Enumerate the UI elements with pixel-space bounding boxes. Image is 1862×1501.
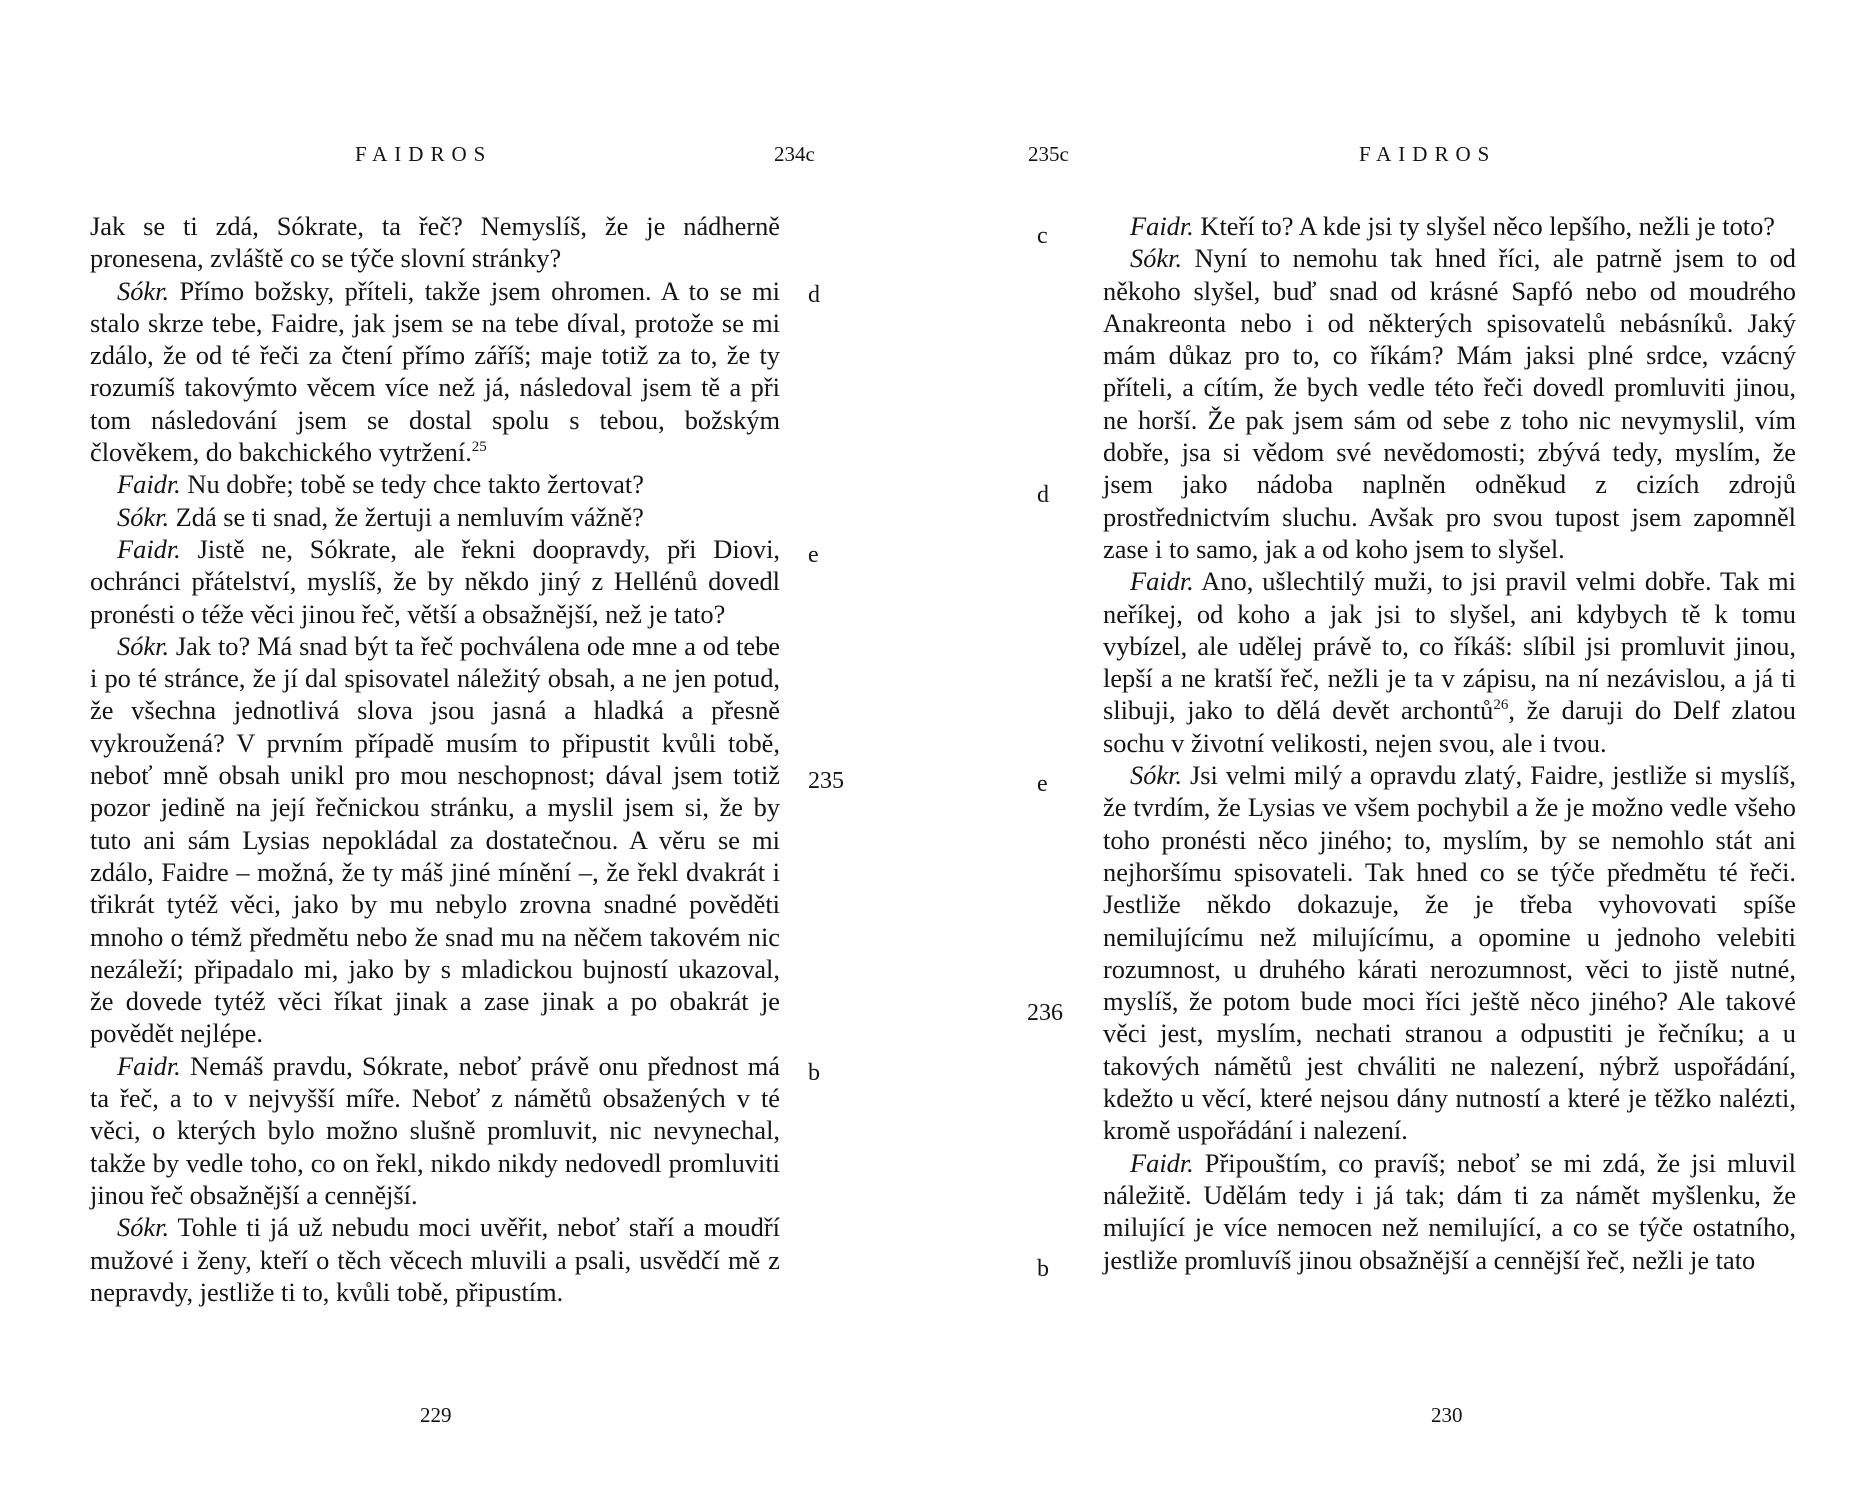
paragraph-text: Kteří to? A kde jsi ty slyšel něco lepšího, nežli je toto? bbox=[1193, 211, 1776, 241]
stephanus-marker: c bbox=[1037, 223, 1048, 249]
stephanus-marker: b bbox=[808, 1060, 820, 1086]
paragraph bbox=[90, 468, 780, 500]
speaker-label: Faidr. bbox=[117, 469, 181, 500]
speaker-label: Faidr. bbox=[117, 1050, 181, 1081]
speaker-label: Faidr. bbox=[1130, 211, 1194, 241]
footnote-marker: 26 bbox=[1493, 697, 1509, 714]
paragraph bbox=[1103, 565, 1796, 759]
running-head-reference: 235c bbox=[1028, 142, 1069, 166]
speaker-label: Sókr. bbox=[1130, 243, 1183, 274]
stephanus-marker: 236 bbox=[1027, 1000, 1063, 1026]
paragraph-text-continued: , že daruji do Delf zlatou sochu v životní velikosti, nejen svou, ale i tvou. bbox=[1103, 695, 1796, 758]
paragraph-text: Připouštím, co pravíš; neboť se mi zdá, že jsi mluvil náležitě. Udělám tedy i já tak; dám ti za námět myšlenku, že milující je více nemocen než nemilující, a co se týče ostatního, jestliže promluvíš jinou obsažnější a cennější řeč, nežli je tato bbox=[1103, 1147, 1796, 1275]
speaker-label: Faidr. bbox=[1130, 566, 1194, 597]
right-body-text bbox=[1103, 210, 1796, 1276]
paragraph bbox=[1103, 759, 1796, 1147]
paragraph bbox=[90, 210, 780, 275]
paragraph bbox=[90, 1211, 780, 1308]
paragraph bbox=[90, 275, 780, 469]
paragraph-text: Nyní to nemohu tak hned říci, ale patrně jsem to od někoho slyšel, buď snad od krásné Sapfó nebo od moudrého Anakreonta nebo i od některých spisovatelů nebásníků. Jaký mám důkaz pro to, co říkám? Mám jaksi plné srdce, vzácný příteli, a cítím, že bych vedle této řeči dovedl promluviti jinou, ne horší. Že pak jsem sám od sebe z toho nic nevymyslil, vím dobře, jsa si vědom své nevědomosti; zbývá tedy, myslím, že jsem jako nádoba naplněn odněkud z cizích zdrojů prostřednictvím sluchu. Avšak pro svou tupost jsem zapomněl zase i to samo, jak a od koho jsem to slyšel. bbox=[1103, 243, 1796, 564]
paragraph bbox=[1103, 210, 1796, 242]
stephanus-marker: b bbox=[1037, 1256, 1049, 1282]
speaker-label: Faidr. bbox=[1130, 1147, 1194, 1178]
paragraph-text: Jistě ne, Sókrate, ale řekni doopravdy, při Diovi, ochránci přátelství, myslíš, že by někdo jiný z Hellénů dovedl pronésti o téže věci jinou řeč, větší a obsažnější, než je tato? bbox=[90, 533, 780, 629]
paragraph-text: Jak se ti zdá, Sókrate, ta řeč? Nemyslíš, že je nádherně pronesena, zvláště co se týče slovní stránky? bbox=[90, 211, 780, 274]
paragraph-text: Tohle ti já už nebudu moci uvěřit, neboť staří a moudří mužové i ženy, kteří o těch věcech mluvili a psali, usvědčí mě z nepravdy, jestliže ti to, kvůli tobě, připustím. bbox=[90, 1212, 780, 1307]
paragraph bbox=[90, 533, 780, 630]
paragraph bbox=[90, 501, 780, 533]
paragraph-text: Nemáš pravdu, Sókrate, neboť právě onu přednost má ta řeč, a to v nejvyšší míře. Neboť z námětů obsažených v té věci, o kterých bylo možno slušně promluvit, nic nevynechal, takže by vedle toho, co on řekl, nikdo nikdy nedovedl promluviti jinou řeč obsažnější a cennější. bbox=[90, 1050, 780, 1210]
footnote-marker: 25 bbox=[471, 439, 487, 456]
running-head-reference: 234c bbox=[774, 142, 815, 166]
running-head-title: FAIDROS bbox=[355, 142, 493, 166]
page-number: 230 bbox=[1431, 1403, 1463, 1427]
left-body-text bbox=[90, 210, 780, 1308]
paragraph-text: Ano, ušlechtilý muži, to jsi pravil velmi dobře. Tak mi neříkej, od koho a jak jsi to slyšel, ani kdybych tě k tomu vybízel, ale udělej právě to, co říkáš: slíbil jsi promluvit jinou, lepší a ne kratší řeč, nežli je ta v zápisu, na ní nezávislou, a já ti slibuji, jako to dělá devět archontů bbox=[1103, 566, 1796, 726]
right-page bbox=[931, 0, 1862, 1501]
speaker-label: Sókr. bbox=[117, 1212, 170, 1243]
stephanus-marker: e bbox=[808, 542, 819, 568]
paragraph bbox=[90, 1050, 780, 1211]
paragraph-text: Přímo božsky, příteli, takže jsem ohromen. A to se mi stalo skrze tebe, Faidre, jak jsem se na tebe díval, protože se mi zdálo, že od té řeči za čtení přímo záříš; maje totiž za to, že ty rozumíš takovýmto věcem více než já, následoval jsem tě a při tom následování jsem se dostal spolu s tebou, božským člověkem, do bakchického vytržení. bbox=[90, 275, 780, 468]
stephanus-marker: d bbox=[808, 282, 820, 308]
speaker-label: Sókr. bbox=[1130, 760, 1183, 791]
stephanus-marker: d bbox=[1037, 482, 1049, 508]
paragraph-text: Jsi velmi milý a opravdu zlatý, Faidre, jestliže si myslíš, že tvrdím, že Lysias ve všem pochybil a že je možno vedle všeho toho pronésti něco jiného; to, myslím, by se nemohlo stát ani nejhoršímu spisovateli. Tak hned co se týče předmětu té řeči. Jestliže někdo dokazuje, že je třeba vyhovovati spíše nemilujícímu než milujícímu, a opomine u jednoho velebiti rozumnost, u druhého kárati nerozumnost, věci to jistě nutné, myslíš, že potom bude moci říci ještě něco jiného? Ale takové věci jest, myslím, nechati stranou a odpustiti je řečníku; a u takových námětů jest chváliti ne nalezení, nýbrž uspořádání, kdežto u věcí, které nejsou dány nutností a které je těžko nalézti, kromě uspořádání i nalezení. bbox=[1103, 760, 1796, 1146]
speaker-label: Faidr. bbox=[117, 533, 181, 564]
paragraph bbox=[90, 630, 780, 1050]
stephanus-marker: 235 bbox=[808, 768, 844, 794]
paragraph-text: Jak to? Má snad být ta řeč pochválena ode mne a od tebe i po té stránce, že jí dal spisovatel náležitý obsah, a ne jen potud, že všechna jednotlivá slova jsou jasná a hladká a přesně vykroužená? V prvním případě musím to připustit kvůli tobě, neboť mně obsah unikl pro mou neschopnost; dával jsem totiž pozor jedině na její řečnickou stránku, a myslil jsem si, že by tuto ani sám Lysias nepokládal za dostatečnou. A věru se mi zdálo, Faidre – možná, že ty máš jiné mínění –, že řekl dvakrát i třikrát tytéž věci, jako by mu nebylo zrovna snadné pověděti mnoho o témž předmětu nebo že snad mu na něčem takovém nic nezáleží; připadalo mi, jako by s mladickou bujností ukazoval, že dovede tytéž věci říkat jinak a zase jinak a po obakrát je povědět nejlépe. bbox=[90, 630, 780, 1049]
speaker-label: Sókr. bbox=[117, 275, 170, 306]
paragraph bbox=[1103, 1147, 1796, 1276]
running-head-title: FAIDROS bbox=[1359, 142, 1497, 166]
speaker-label: Sókr. bbox=[117, 501, 170, 532]
paragraph-text: Zdá se ti snad, že žertuji a nemluvím vážně? bbox=[169, 501, 644, 532]
page-number: 229 bbox=[420, 1403, 452, 1427]
paragraph bbox=[1103, 242, 1796, 565]
speaker-label: Sókr. bbox=[117, 630, 170, 661]
stephanus-marker: e bbox=[1037, 771, 1048, 797]
paragraph-text: Nu dobře; tobě se tedy chce takto žertovat? bbox=[180, 469, 644, 500]
